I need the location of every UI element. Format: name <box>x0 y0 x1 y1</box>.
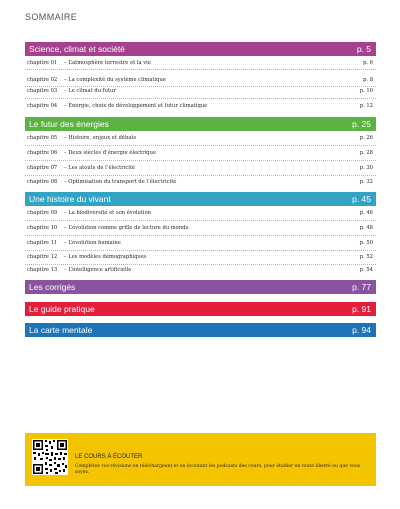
chapter-page: p. 32 <box>359 179 373 185</box>
section-page: p. 77 <box>352 282 371 292</box>
chapter-title: – Le climat du futur <box>64 88 116 94</box>
section-header-corriges[interactable] <box>25 280 376 294</box>
section-header-guide[interactable] <box>25 302 376 316</box>
section-page: p. 45 <box>352 194 371 204</box>
chapter-title: – La biodiversité et son évolution <box>64 210 152 216</box>
chapter-row[interactable] <box>27 133 373 143</box>
divider <box>25 145 376 146</box>
chapter-row[interactable] <box>27 86 373 96</box>
chapter-row[interactable] <box>27 238 373 248</box>
chapter-page: p. 30 <box>359 165 373 171</box>
divider <box>25 250 376 251</box>
section-title: Une histoire du vivant <box>29 194 111 204</box>
chapter-number: chapitre 06 <box>27 150 58 156</box>
chapter-row[interactable] <box>27 223 373 233</box>
chapter-row[interactable] <box>27 252 373 262</box>
chapter-page: p. 28 <box>359 150 373 156</box>
chapter-page: p. 8 <box>363 77 373 83</box>
divider <box>25 235 376 236</box>
chapter-row[interactable] <box>27 148 373 158</box>
chapter-title: – Énergie, choix de développement et futur climatique <box>64 103 208 109</box>
chapter-row[interactable] <box>27 75 373 85</box>
chapter-title: – Les modèles démographiques <box>64 254 147 260</box>
section-page: p. 94 <box>352 325 371 335</box>
divider <box>25 220 376 221</box>
chapter-title: – L’atmosphère terrestre et la vie <box>64 60 151 66</box>
chapter-title: – L’évolution comme grille de lecture du monde <box>64 225 189 231</box>
divider <box>25 98 376 99</box>
divider <box>25 160 376 161</box>
chapter-page: p. 12 <box>359 103 373 109</box>
chapter-row[interactable] <box>27 101 373 111</box>
chapter-title: – L’intelligence artificielle <box>64 267 132 273</box>
chapter-number: chapitre 04 <box>27 103 58 109</box>
page-title: SOMMAIRE <box>25 12 78 22</box>
qr-code-icon[interactable] <box>32 439 68 475</box>
chapter-title: – La complexité du système climatique <box>64 77 166 83</box>
chapter-number: chapitre 01 <box>27 60 58 66</box>
chapter-page: p. 52 <box>359 254 373 260</box>
section-header-carte[interactable] <box>25 323 376 337</box>
chapter-page: p. 10 <box>359 88 373 94</box>
chapter-number: chapitre 12 <box>27 254 58 260</box>
chapter-page: p. 6 <box>363 60 373 66</box>
section-header-science[interactable] <box>25 42 376 56</box>
chapter-row[interactable] <box>27 177 373 187</box>
section-header-vivant[interactable] <box>25 192 376 206</box>
chapter-number: chapitre 13 <box>27 267 58 273</box>
chapter-number: chapitre 08 <box>27 179 58 185</box>
section-page: p. 25 <box>352 119 371 129</box>
section-page: p. 5 <box>356 44 371 54</box>
chapter-number: chapitre 10 <box>27 225 58 231</box>
chapter-number: chapitre 09 <box>27 210 58 216</box>
chapter-number: chapitre 03 <box>27 88 58 94</box>
chapter-title: – Deux siècles d’énergie électrique <box>64 150 157 156</box>
chapter-page: p. 50 <box>359 240 373 246</box>
chapter-title: – L’évolution humaine <box>64 240 121 246</box>
cours-title: LE COURS À ÉCOUTER <box>75 454 143 460</box>
chapter-page: p. 26 <box>359 135 373 141</box>
chapter-title: – Les atouts de l’électricité <box>64 165 136 171</box>
chapter-title: – Histoire, enjeux et débats <box>64 135 137 141</box>
chapter-number: chapitre 05 <box>27 135 58 141</box>
chapter-row[interactable] <box>27 208 373 218</box>
chapter-page: p. 46 <box>359 210 373 216</box>
chapter-page: p. 48 <box>359 225 373 231</box>
chapter-title: – Optimisation du transport de l’électricité <box>64 179 177 185</box>
section-title: Science, climat et société <box>29 44 125 54</box>
chapter-number: chapitre 07 <box>27 165 58 171</box>
divider <box>25 69 376 70</box>
section-title: La carte mentale <box>29 325 93 335</box>
section-title: Le guide pratique <box>29 304 95 314</box>
chapter-page: p. 54 <box>359 267 373 273</box>
chapter-number: chapitre 02 <box>27 77 58 83</box>
section-header-energies[interactable] <box>25 117 376 131</box>
section-page: p. 91 <box>352 304 371 314</box>
section-title: Le futur des énergies <box>29 119 109 129</box>
chapter-row[interactable] <box>27 265 373 275</box>
divider <box>25 175 376 176</box>
chapter-number: chapitre 11 <box>27 240 58 246</box>
cours-description: Complétez vos révisions en téléchargeant et en écoutant les podcasts des cours, pour étudier en toute liberté ou que vous soyez. <box>75 464 361 475</box>
section-title: Les corrigés <box>29 282 76 292</box>
chapter-row[interactable] <box>27 58 373 68</box>
chapter-row[interactable] <box>27 163 373 173</box>
cours-banner <box>25 433 376 486</box>
